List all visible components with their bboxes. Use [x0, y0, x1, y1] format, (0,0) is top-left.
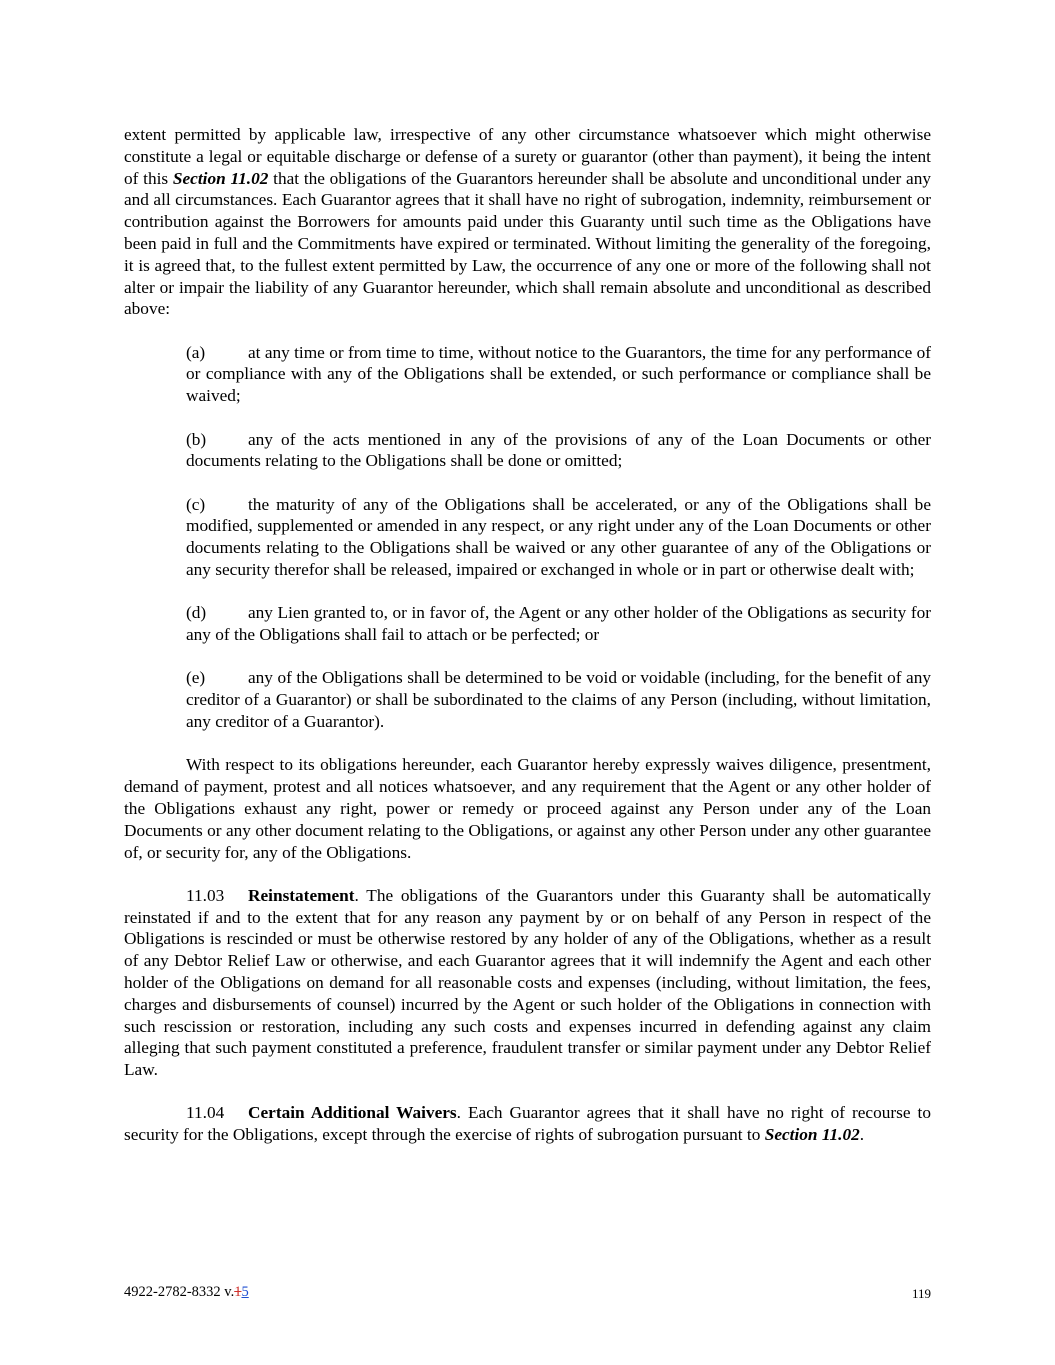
section-number: 11.04 — [186, 1103, 225, 1123]
paragraph-waivers: With respect to its obligations hereunder, each Guarantor hereby expressly waives diligence, presentment, demand of payment, protest and all notices whatsoever, and any requirement that the Agent or any other holder of the Obligations exhaust any right, power or remedy or proceed against any Person under any of the Loan Documents or any other document relating to the Obligations, or against any other Person under any other guarantee of, or security for, any of the Obligations. — [124, 755, 931, 862]
list-item-e: (e) any of the Obligations shall be determined to be void or voidable (including, for the benefit of any creditor of a Guarantor) or shall be subordinated to the claims of any Person (including, without limitation, any creditor of a Guarantor). — [186, 668, 931, 732]
item-label: (d) — [186, 603, 207, 623]
item-label: (c) — [186, 494, 206, 514]
item-label: (b) — [186, 429, 207, 449]
version-deleted: 1 — [234, 1284, 242, 1300]
footer-document-id: 4922-2782-8332 v.15 — [124, 1284, 249, 1300]
section-reference: Section 11.02 — [764, 1125, 860, 1145]
item-label: (a) — [186, 342, 206, 362]
item-label: (e) — [186, 668, 206, 688]
section-heading: Certain Additional Waivers — [248, 1103, 457, 1123]
page-number: 119 — [911, 1286, 931, 1301]
section-11-04: 11.04 Certain Additional Waivers. Each Guarantor agrees that it shall have no right of recourse to security for the Obligations, except through the exercise of rights of subrogation pursuant to Section 11.02. — [124, 1103, 931, 1145]
list-item-b: (b) any of the acts mentioned in any of the provisions of any of the Loan Documents or other documents relating to the Obligations shall be done or omitted; — [186, 429, 931, 471]
section-reference: Section 11.02 — [172, 168, 269, 188]
version-inserted: 5 — [241, 1284, 249, 1300]
section-11-03: 11.03 Reinstatement. The obligations of the Guarantors under this Guaranty shall be automatically reinstated if and to the extent that for any reason any payment by or on behalf of any Person in respect of the Obligations is rescinded or must be otherwise restored by any holder of any of the Obligations, whether as a result of any Debtor Relief Law or otherwise, and each Guarantor agrees that it will indemnify the Agent and each other holder of the Obligations on demand for all reasonable costs and expenses (including, without limitation, the fees, charges and disbursements of counsel) incurred by the Agent or such holder of the Obligations in connection with such rescission or restoration, including any such costs and expenses incurred in defending against any claim alleging that such payment constituted a preference, fraudulent transfer or similar payment under any Debtor Relief Law. — [124, 885, 931, 1080]
list-item-a: (a) at any time or from time to time, without notice to the Guarantors, the time for any performance of or compliance with any of the Obligations shall be extended, or such performance or compliance shall be waived; — [186, 342, 931, 406]
body-text — [124, 124, 931, 1146]
list-item-c: (c) the maturity of any of the Obligations shall be accelerated, or any of the Obligations shall be modified, supplemented or amended in any respect, or any right under any of the Loan Documents or other documents relating to the Obligations shall be waived or any other guarantee of any of the Obligations or any security therefor shall be released, impaired or exchanged in whole or in part or otherwise dealt with; — [186, 494, 931, 580]
paragraph-guaranty-absolute: extent permitted by applicable law, irrespective of any other circumstance whatsoever which might otherwise constitute a legal or equitable discharge or defense of a surety or guarantor (other than payment), it being the intent of this Section 11.02 that the obligations of the Guarantors hereunder shall be absolute and unconditional under any and all circumstances. Each Guarantor agrees that it shall have no right of subrogation, indemnity, reimbursement or contribution against the Borrowers for amounts paid under this Guaranty until such time as the Obligations have been paid in full and the Commitments have expired or terminated. Without limiting the generality of the foregoing, it is agreed that, to the fullest extent permitted by Law, the occurrence of any one or more of the following shall not alter or impair the liability of any Guarantor hereunder, which shall remain absolute and unconditional as described above: — [124, 125, 931, 319]
list-item-d: (d) any Lien granted to, or in favor of, the Agent or any other holder of the Obligations as security for any of the Obligations shall fail to attach or be perfected; or — [186, 603, 931, 645]
section-heading: Reinstatement — [248, 885, 355, 905]
section-number: 11.03 — [186, 885, 225, 905]
